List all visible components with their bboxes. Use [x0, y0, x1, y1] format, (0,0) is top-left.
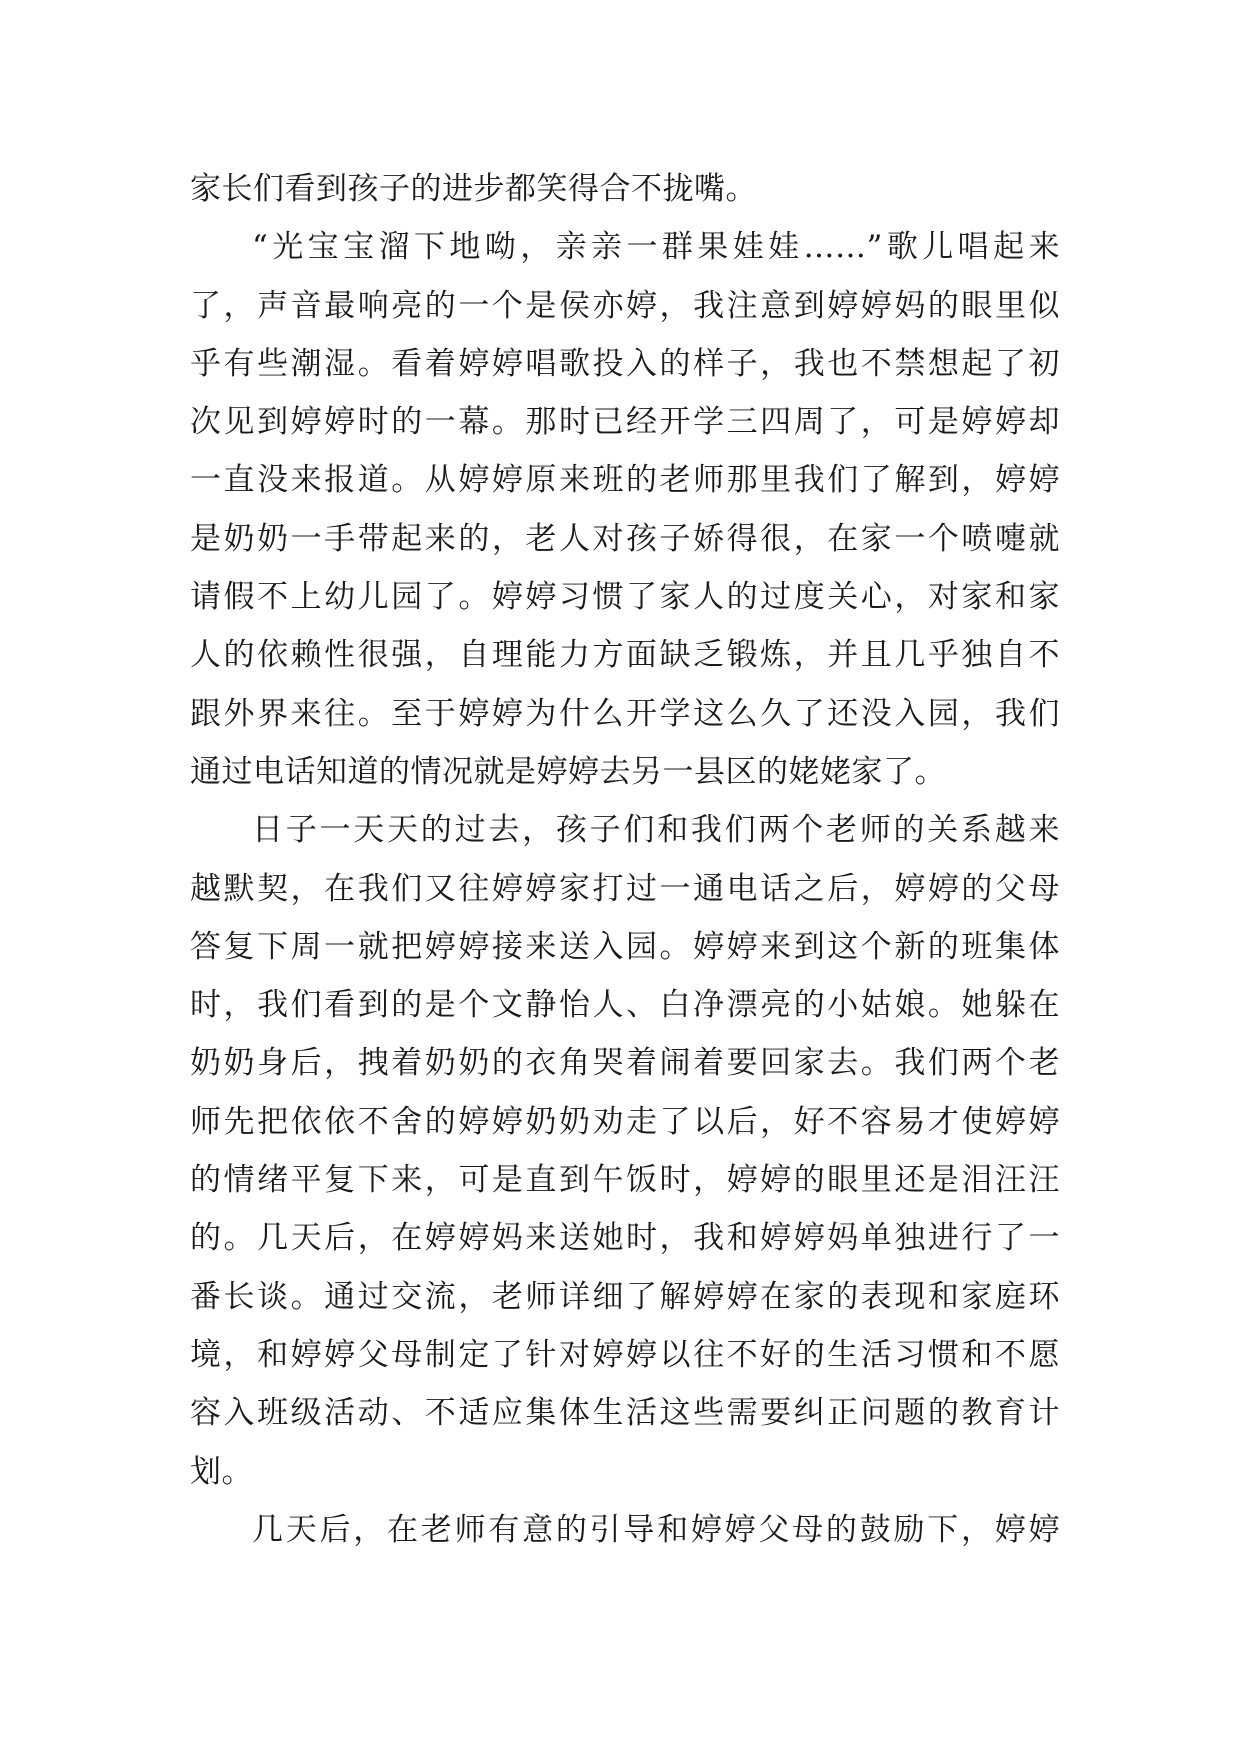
- text-line: 容入班级活动、不适应集体生活这些需要纠正问题的教育计: [190, 1395, 1060, 1432]
- text-line: 奶奶身后，拽着奶奶的衣角哭着闹着要回家去。我们两个老: [190, 1045, 1060, 1082]
- text-line: 境，和婷婷父母制定了针对婷婷以往不好的生活习惯和不愿: [190, 1336, 1060, 1373]
- text-line: 家长们看到孩子的进步都笑得合不拢嘴。: [190, 171, 757, 207]
- text-line: 的。几天后，在婷婷妈来送她时，我和婷婷妈单独进行了一: [190, 1220, 1060, 1257]
- text-line: 跟外界来往。至于婷婷为什么开学这么久了还没入园，我们: [190, 695, 1060, 732]
- text-line: 划。: [190, 1453, 253, 1490]
- text-line: 时，我们看到的是个文静怡人、白净漂亮的小姑娘。她躲在: [190, 987, 1060, 1024]
- text-line: 师先把依依不舍的婷婷奶奶劝走了以后，好不容易才使婷婷: [190, 1103, 1060, 1140]
- text-line: 的情绪平复下来，可是直到午饭时，婷婷的眼里还是泪汪汪: [190, 1162, 1060, 1199]
- text-line: 人的依赖性很强，自理能力方面缺乏锻炼，并且几乎独自不: [190, 637, 1060, 674]
- text-line: 日子一天天的过去，孩子们和我们两个老师的关系越来: [252, 812, 1060, 849]
- text-line: 了，声音最响亮的一个是侯亦婷，我注意到婷婷妈的眼里似: [190, 287, 1060, 324]
- text-line: 答复下周一就把婷婷接来送入园。婷婷来到这个新的班集体: [190, 928, 1060, 965]
- text-line: 请假不上幼儿园了。婷婷习惯了家人的过度关心，对家和家: [190, 579, 1060, 616]
- body-text: [190, 160, 1060, 1559]
- text-line: 番长谈。通过交流，老师详细了解婷婷在家的表现和家庭环: [190, 1278, 1060, 1315]
- text-line: 越默契，在我们又往婷婷家打过一通电话之后，婷婷的父母: [190, 870, 1060, 907]
- text-line: 次见到婷婷时的一幕。那时已经开学三四周了，可是婷婷却: [190, 404, 1060, 441]
- text-line: 乎有些潮湿。看着婷婷唱歌投入的样子，我也不禁想起了初: [190, 345, 1060, 382]
- text-line: 通过电话知道的情况就是婷婷去另一县区的姥姥家了。: [190, 753, 946, 790]
- text-line: 是奶奶一手带起来的，老人对孩子娇得很，在家一个喷嚏就: [190, 520, 1060, 557]
- text-line: 一直没来报道。从婷婷原来班的老师那里我们了解到，婷婷: [190, 462, 1060, 499]
- text-line: 几天后，在老师有意的引导和婷婷父母的鼓励下，婷婷: [252, 1511, 1060, 1548]
- text-line: “光宝宝溜下地呦，亲亲一群果娃娃……”歌儿唱起来: [252, 229, 1060, 266]
